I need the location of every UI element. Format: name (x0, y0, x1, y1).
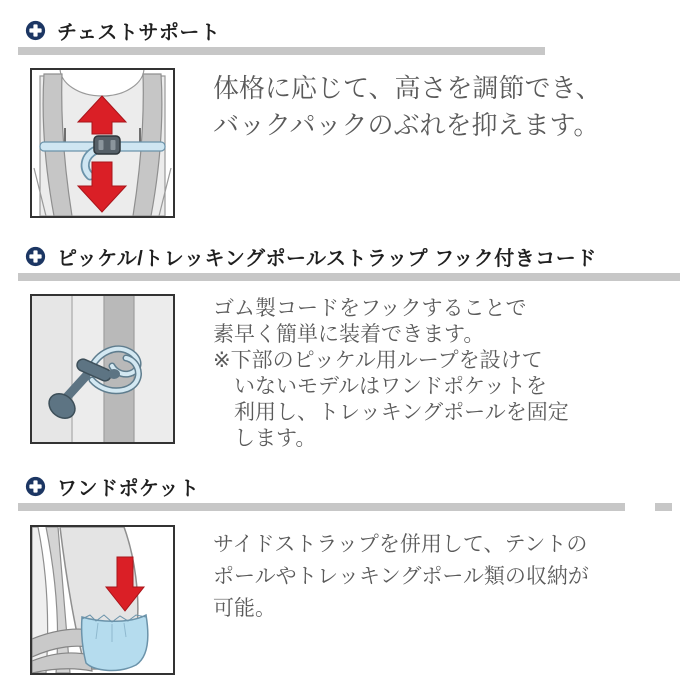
plus-circle-icon (25, 20, 46, 41)
section-heading (25, 474, 680, 498)
section-wand-pocket (0, 474, 680, 675)
description-line: ゴム製コードをフックすることで (213, 297, 527, 320)
description-line: 可能。 (213, 597, 276, 620)
section-heading (25, 244, 680, 268)
section-title: ワンドポケット (57, 477, 200, 500)
section-description (213, 294, 569, 452)
description-line: します。 (213, 427, 317, 450)
section-content (30, 68, 680, 218)
section-content (30, 525, 680, 675)
underline-fragment (655, 503, 672, 511)
section-title: ピッケル/トレッキングポールストラップ フック付きコード (57, 247, 597, 270)
wand-pocket-illustration (30, 525, 175, 675)
description-line: いないモデルはワンドポケットを (213, 375, 547, 398)
plus-circle-icon (25, 476, 46, 497)
heading-underline (18, 47, 545, 55)
section-chest-support (0, 0, 680, 218)
plus-circle-icon (25, 246, 46, 267)
section-pole-strap-hook (0, 244, 680, 452)
description-line: 利用し、トレッキングポールを固定 (213, 401, 569, 424)
hook-cord-illustration (30, 294, 175, 444)
section-description (213, 525, 589, 675)
description-line: ポールやトレッキングポール類の収納が (213, 565, 589, 588)
heading-underline (18, 273, 680, 281)
description-line: サイドストラップを併用して、テントの (213, 533, 588, 556)
section-description (213, 68, 601, 218)
section-title: チェストサポート (57, 21, 221, 44)
description-line: 体格に応じて、高さを調節でき、 (213, 73, 602, 103)
section-heading (25, 18, 680, 42)
section-content (30, 294, 680, 452)
chest-support-illustration (30, 68, 175, 218)
heading-underline (18, 503, 625, 511)
description-line: 素早く簡単に装着できます。 (213, 323, 485, 346)
description-line: ※下部のピッケル用ループを設けて (213, 349, 543, 372)
description-line: バックパックのぶれを抑えます。 (213, 110, 600, 140)
